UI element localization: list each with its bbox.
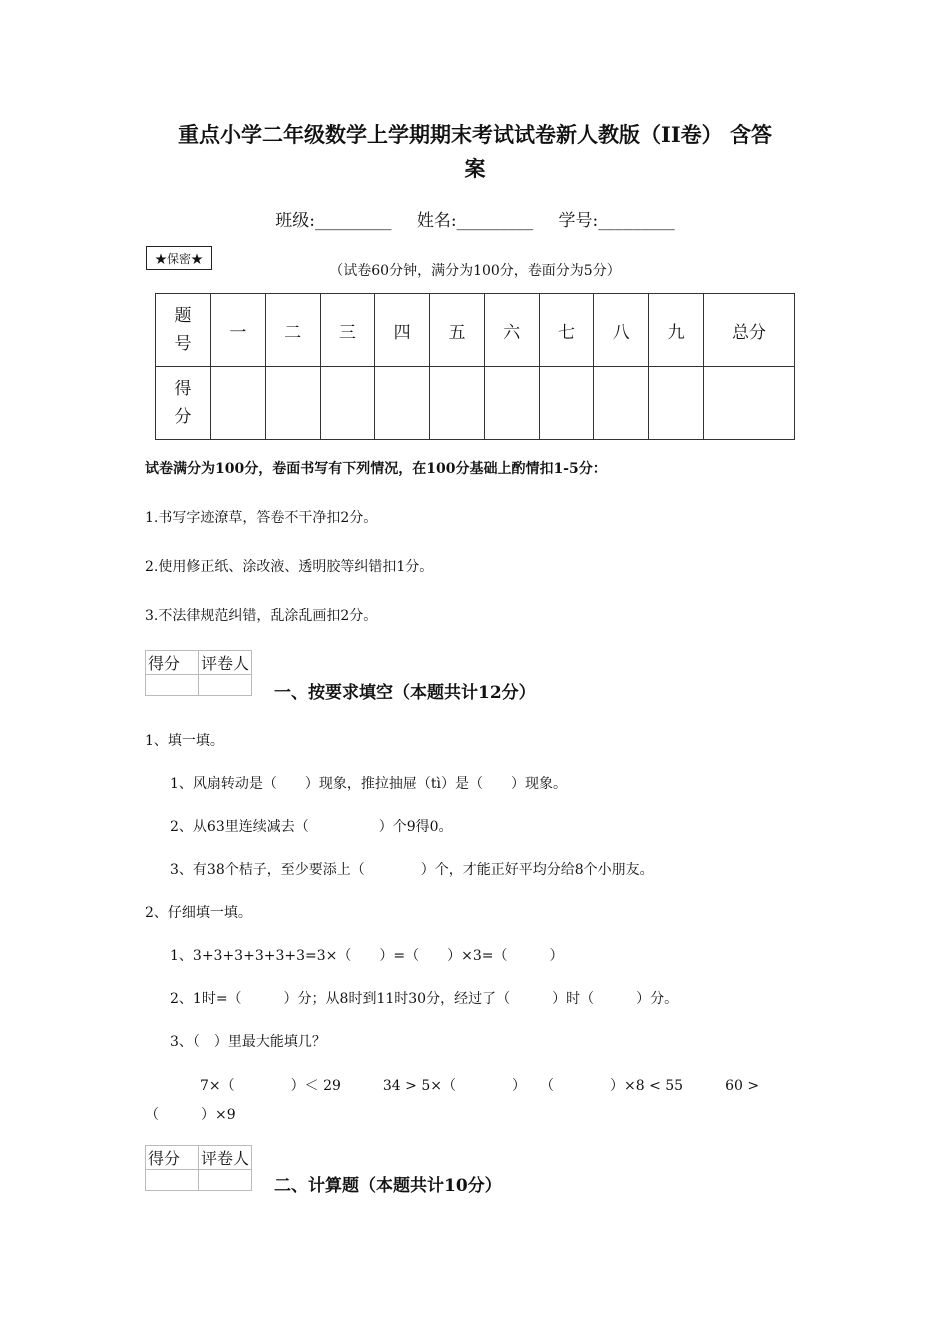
question-heading: 1、填一填。 (145, 733, 224, 749)
student-info-line (0, 206, 950, 231)
col-head: 一 (211, 294, 266, 367)
col-head: 二 (265, 294, 320, 367)
question-item: 1、3+3+3+3+3+3=3×（ ）=（ ）×3=（ ） (170, 948, 564, 964)
section-title: 一、按要求填空（本题共计12分） (274, 683, 536, 703)
section-title: 二、计算题（本题共计10分） (274, 1176, 502, 1196)
title-line-1: 重点小学二年级数学上学期期末考试试卷新人教版（II卷） 含答 (178, 122, 772, 147)
score-cell[interactable] (375, 367, 430, 440)
grader-score-label: 得分 (146, 1146, 199, 1170)
row-head-score: 得 分 (156, 367, 211, 440)
class-field: 班级:_________ (275, 211, 392, 231)
grader-reviewer-cell[interactable] (199, 1170, 252, 1191)
score-table-header-row (156, 294, 795, 367)
grader-score-label: 得分 (146, 651, 199, 675)
question-heading: 2、仔细填一填。 (145, 905, 252, 921)
score-table (155, 293, 795, 440)
question-item: 2、1时=（ ）分；从8时到11时30分，经过了（ ）时（ ）分。 (170, 991, 679, 1007)
title-line-2: 案 (464, 156, 486, 181)
score-cell-total[interactable] (704, 367, 795, 440)
score-cell[interactable] (649, 367, 704, 440)
question-item: 3、有38个桔子，至少要添上（ ）个，才能正好平均分给8个小朋友。 (170, 862, 654, 878)
question-fill-line: 7×（ ）＜ 29 34 > 5×（ ） （ ）×8 < 55 60 > (200, 1078, 760, 1094)
score-cell[interactable] (265, 367, 320, 440)
score-cell[interactable] (484, 367, 539, 440)
grader-reviewer-cell[interactable] (199, 675, 252, 696)
name-field: 姓名:_________ (416, 211, 534, 231)
score-cell[interactable] (211, 367, 266, 440)
rule-item: 1.书写字迹潦草，答卷不干净扣2分。 (145, 510, 378, 526)
rule-item: 3.不法律规范纠错，乱涂乱画扣2分。 (145, 608, 378, 624)
score-table-score-row (156, 367, 795, 440)
score-cell[interactable] (430, 367, 485, 440)
grader-box (145, 1145, 252, 1191)
grader-reviewer-label: 评卷人 (199, 651, 252, 675)
col-head: 五 (430, 294, 485, 367)
col-head: 三 (320, 294, 375, 367)
grader-score-cell[interactable] (146, 675, 199, 696)
col-head: 四 (375, 294, 430, 367)
question-fill-line: （ ）×9 (145, 1107, 236, 1123)
grader-box (145, 650, 252, 696)
exam-info: （试卷60分钟，满分为100分，卷面分为5分） (329, 263, 621, 279)
col-head: 六 (484, 294, 539, 367)
question-item: 3、（ ）里最大能填几？ (170, 1034, 326, 1050)
col-head-total: 总分 (704, 294, 795, 367)
col-head: 八 (594, 294, 649, 367)
question-item: 1、风扇转动是（ ）现象，推拉抽屉（tì）是（ ）现象。 (170, 776, 568, 792)
page-title (140, 118, 810, 186)
student-id-field: 学号:_________ (558, 211, 675, 231)
col-head: 七 (539, 294, 594, 367)
grader-score-cell[interactable] (146, 1170, 199, 1191)
grader-reviewer-label: 评卷人 (199, 1146, 252, 1170)
rule-item: 2.使用修正纸、涂改液、透明胶等纠错扣1分。 (145, 559, 434, 575)
score-cell[interactable] (594, 367, 649, 440)
confidential-stamp: ★保密★ (146, 246, 212, 270)
col-head: 九 (649, 294, 704, 367)
score-cell[interactable] (539, 367, 594, 440)
rules-heading: 试卷满分为100分，卷面书写有下列情况，在100分基础上酌情扣1-5分： (145, 461, 607, 477)
row-head-question: 题 号 (156, 294, 211, 367)
question-item: 2、从63里连续减去（ ）个9得0。 (170, 819, 453, 835)
score-cell[interactable] (320, 367, 375, 440)
